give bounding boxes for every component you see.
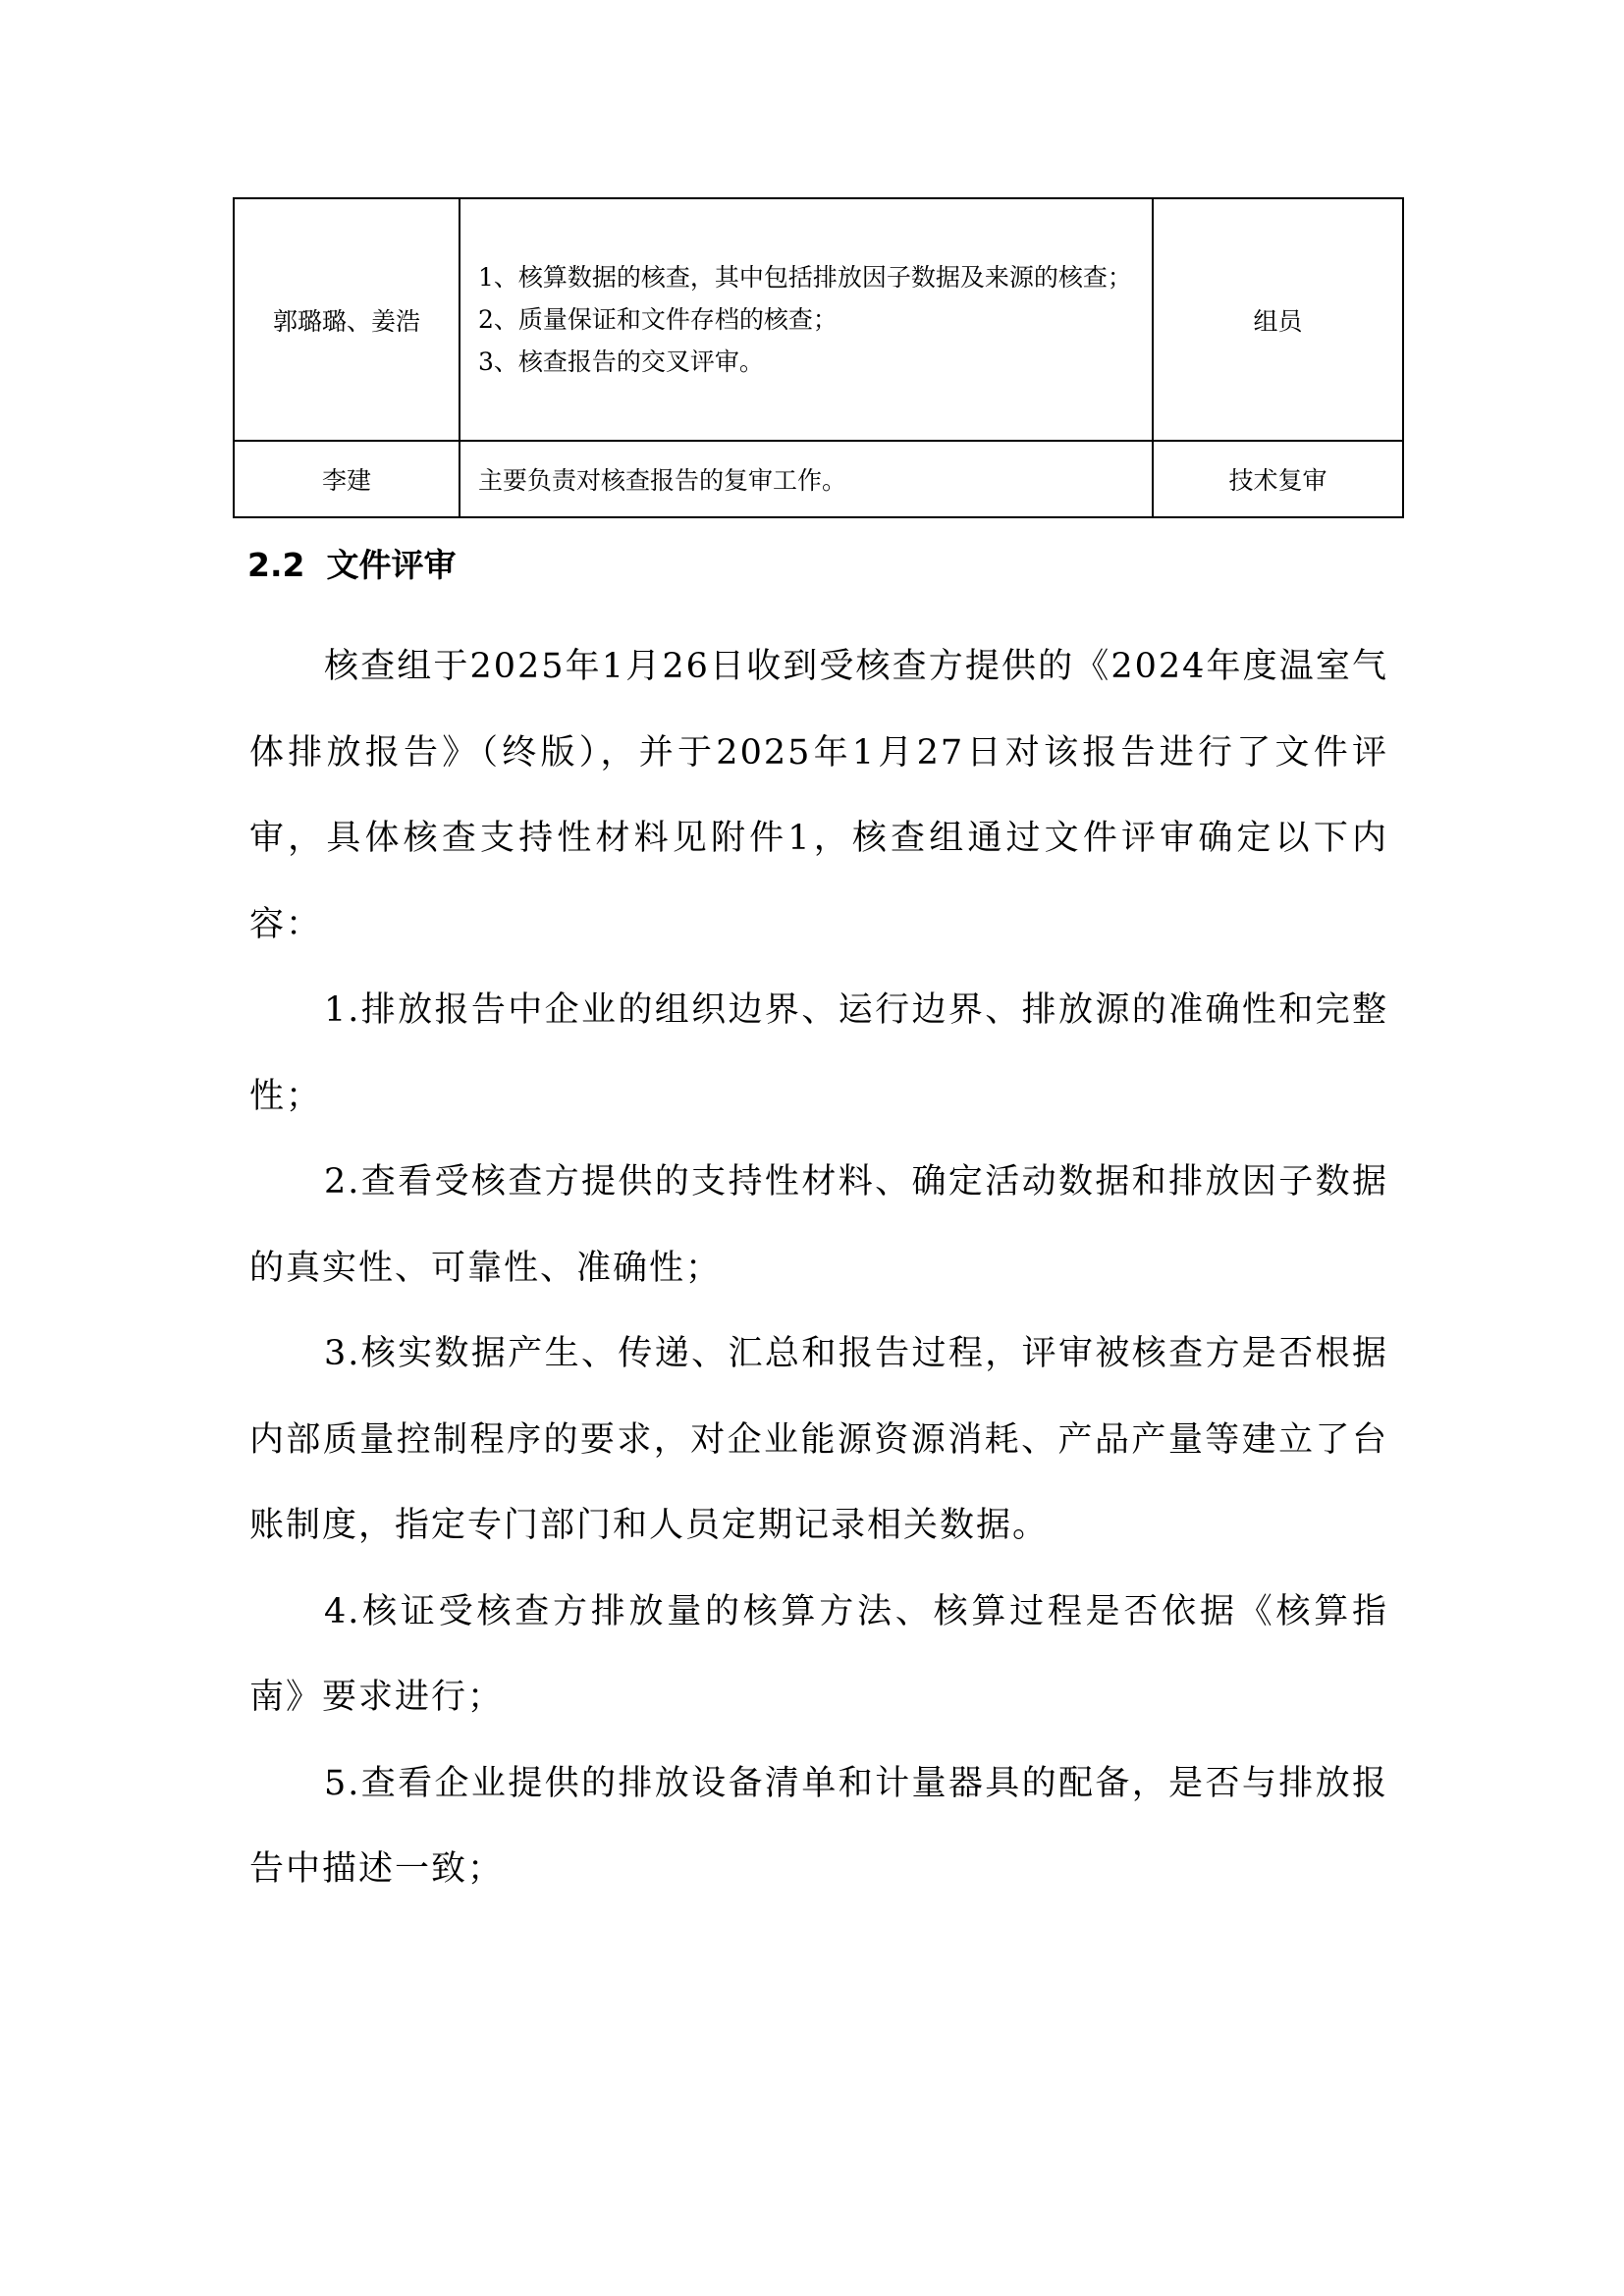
section-number: 2.2 <box>247 546 305 584</box>
role-cell: 组员 <box>1153 198 1403 441</box>
duty-item: 2、质量保证和文件存档的核查； <box>478 305 838 334</box>
paragraph: 1.排放报告中企业的组织边界、运行边界、排放源的准确性和完整性； <box>249 990 1388 1116</box>
duty-item: 1、核算数据的核查，其中包括排放因子数据及来源的核查； <box>478 263 1132 292</box>
duty-cell <box>460 198 1153 441</box>
table-row <box>234 198 1403 441</box>
section-title: 文件评审 <box>326 546 457 584</box>
duty-cell <box>460 441 1153 517</box>
paragraph: 5.查看企业提供的排放设备清单和计量器具的配备，是否与排放报告中描述一致； <box>249 1763 1388 1889</box>
paragraph: 3.核实数据产生、传递、汇总和报告过程，评审被核查方是否根据内部质量控制程序的要求，对企业能源资源消耗、产品产量等建立了台账制度，指定专门部门和人员定期记录相关数据。 <box>249 1334 1388 1545</box>
member-name-cell: 李建 <box>234 441 460 517</box>
member-name-cell: 郭璐璐、姜浩 <box>234 198 460 441</box>
duty-item: 主要负责对核查报告的复审工作。 <box>478 466 847 495</box>
body-text <box>249 624 1388 1913</box>
section-heading <box>247 542 456 589</box>
duty-item: 3、核查报告的交叉评审。 <box>478 347 764 376</box>
table-row <box>234 441 1403 517</box>
duty-list <box>460 256 1152 383</box>
paragraph: 2.查看受核查方提供的支持性材料、确定活动数据和排放因子数据的真实性、可靠性、准确性； <box>249 1162 1388 1288</box>
staff-duty-table <box>233 197 1404 518</box>
paragraph: 核查组于2025年1月26日收到受核查方提供的《2024年度温室气体排放报告》（终版），并于2025年1月27日对该报告进行了文件评审，具体核查支持性材料见附件1，核查组通过文件评审确定以下内容： <box>249 647 1388 944</box>
paragraph: 4.核证受核查方排放量的核算方法、核算过程是否依据《核算指南》要求进行； <box>249 1591 1388 1717</box>
role-cell: 技术复审 <box>1153 441 1403 517</box>
